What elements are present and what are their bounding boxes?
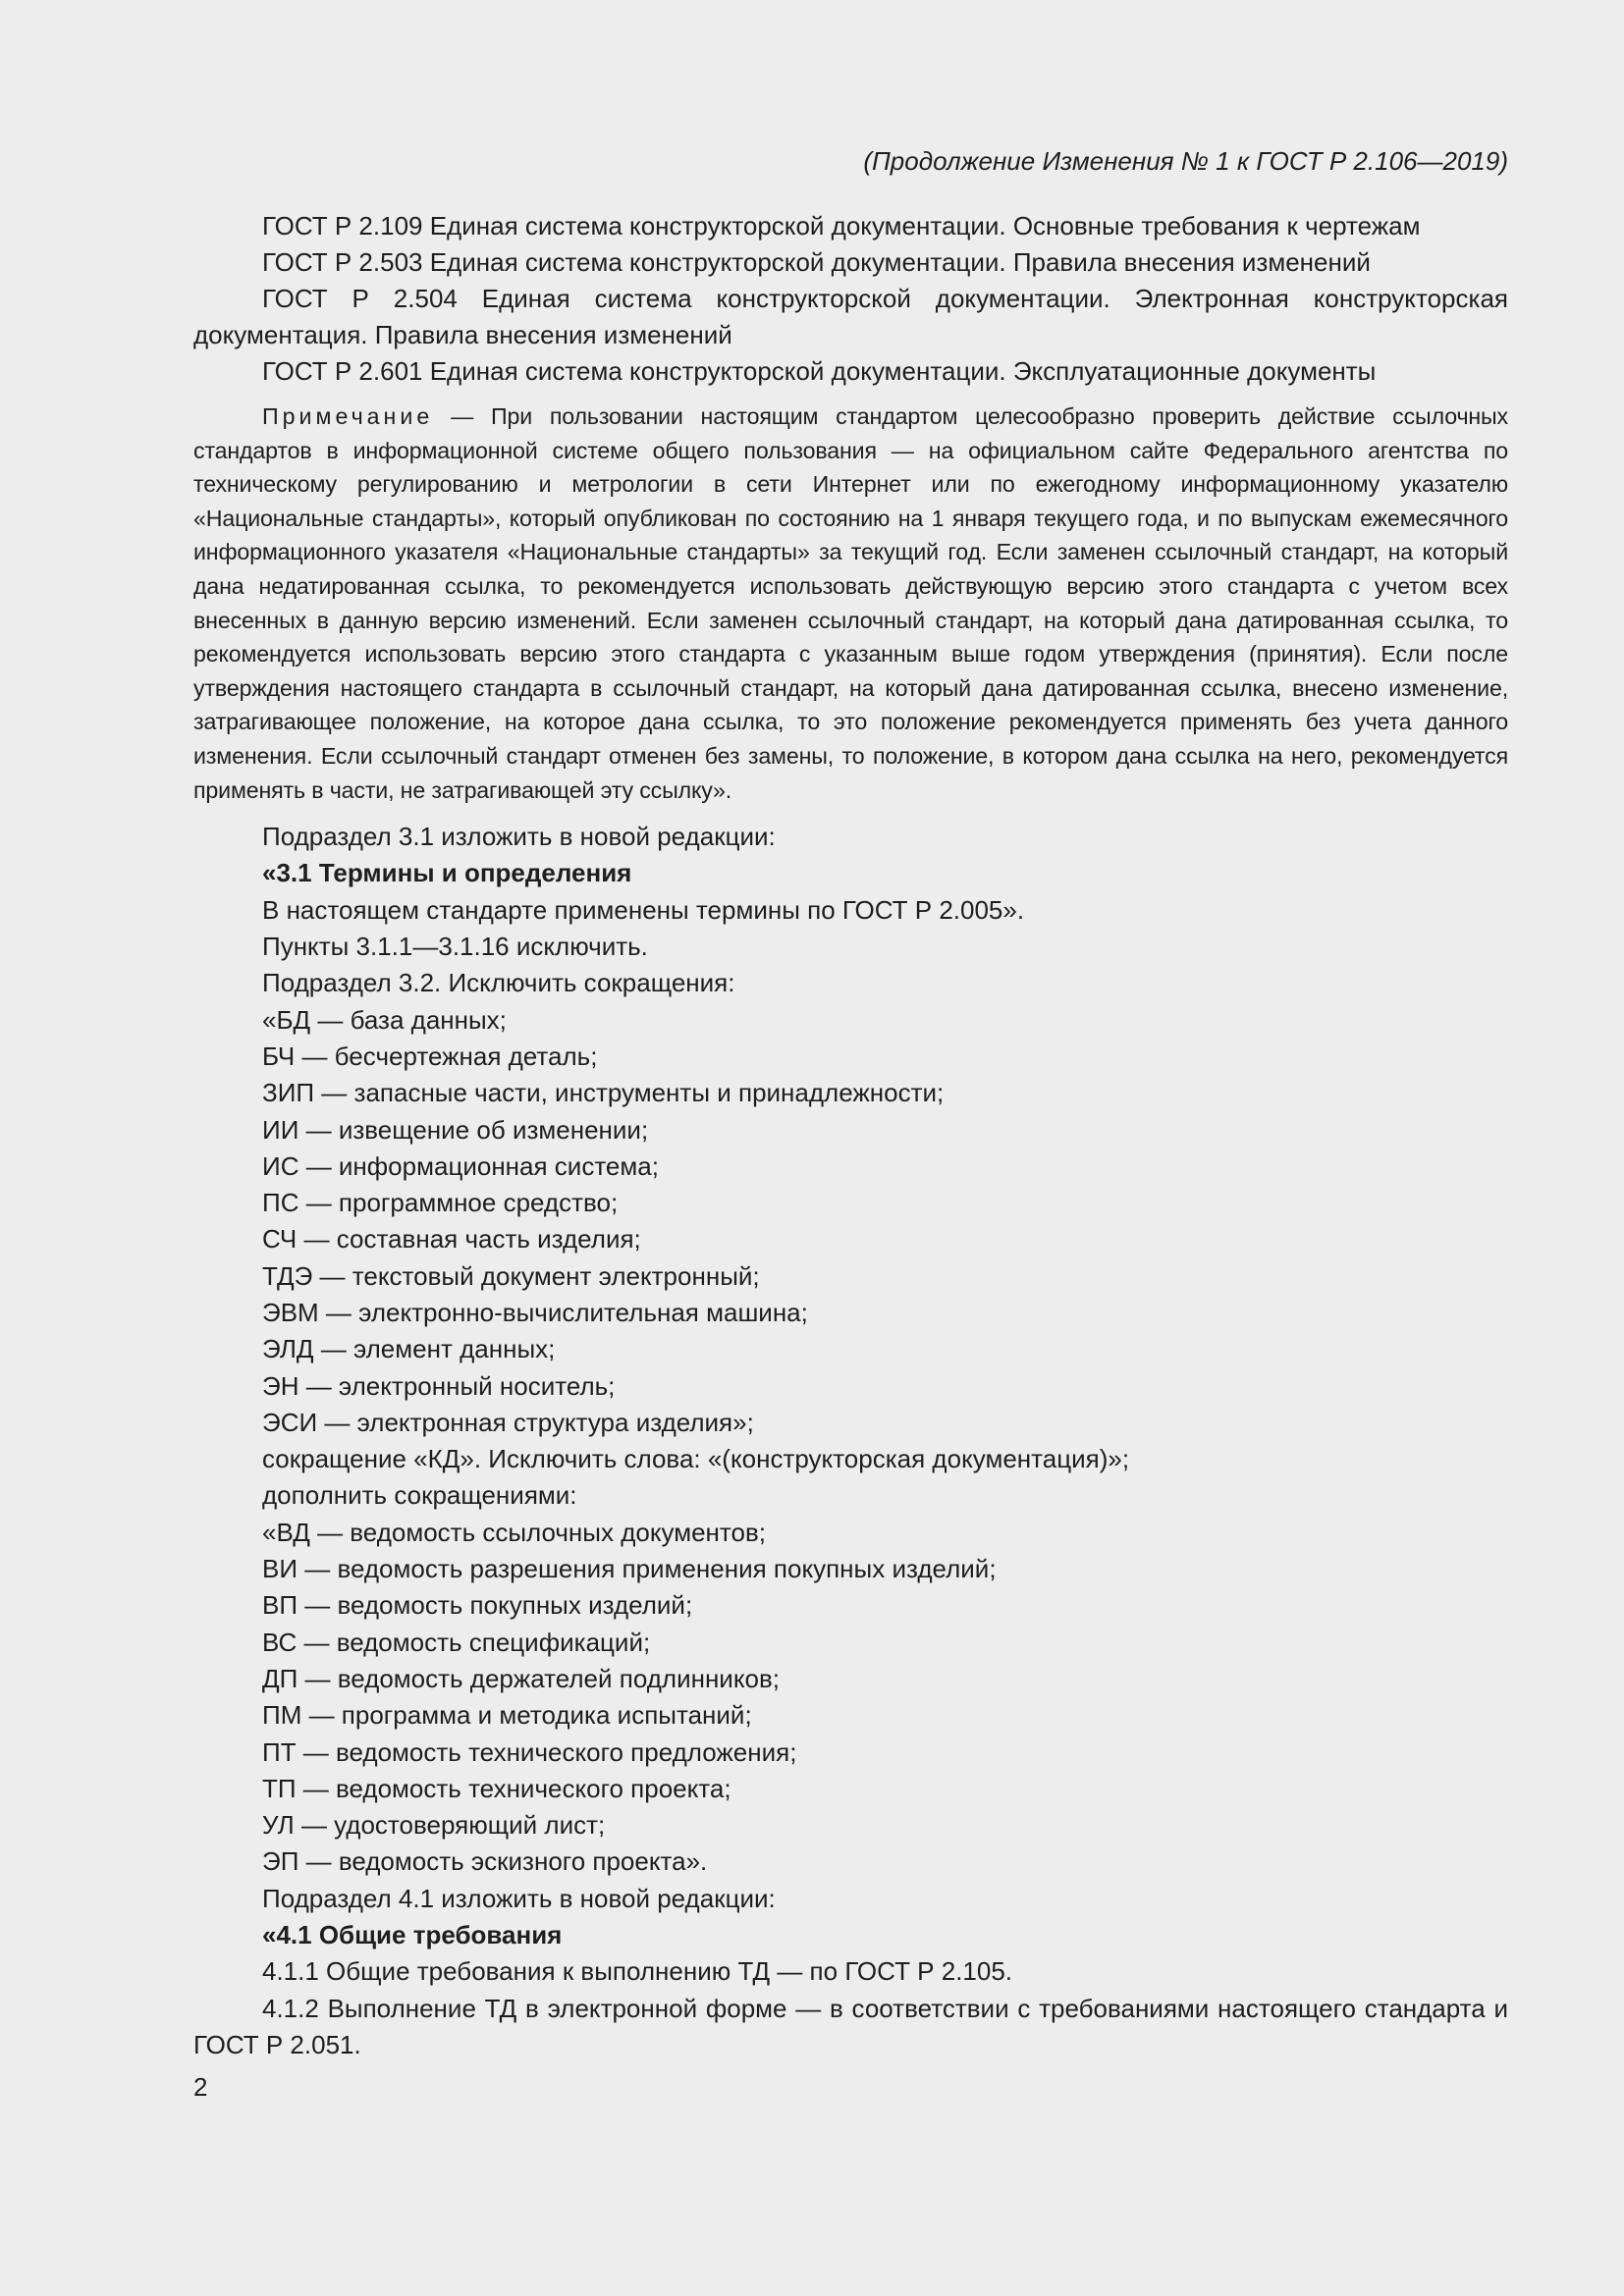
removed-abbreviation: ЭЛД — элемент данных;: [262, 1334, 556, 1364]
added-abbreviation: ТП — ведомость технического проекта;: [262, 1773, 731, 1803]
note-paragraph: [193, 400, 1508, 807]
reference-gost-2-503: ГОСТ Р 2.503 Единая система конструкторской документации. Правила внесения изменений: [262, 247, 1371, 277]
added-abbreviation: ЭП — ведомость эскизного проекта».: [262, 1846, 708, 1877]
section-4-1-intro: Подраздел 4.1 изложить в новой редакции:: [262, 1883, 776, 1913]
removed-abbreviation: ЭВМ — электронно-вычислительная машина;: [262, 1297, 808, 1327]
reference-gost-2-504: ГОСТ Р 2.504 Единая система конструкторской документации. Электронная конструкторская документация. Правила внесения изменений: [193, 284, 1508, 349]
section-3-2-intro: Подраздел 3.2. Исключить сокращения:: [262, 968, 735, 998]
removed-abbreviation: ЭСИ — электронная структура изделия»;: [262, 1407, 754, 1437]
removed-abbreviation: ПС — программное средство;: [262, 1188, 619, 1218]
section-3-1-terms: В настоящем стандарте применены термины по ГОСТ Р 2.005».: [262, 894, 1025, 925]
added-abbreviation: «ВД — ведомость ссылочных документов;: [262, 1517, 767, 1547]
added-abbreviation: ПМ — программа и методика испытаний;: [262, 1700, 752, 1731]
removed-abbreviation: «БД — база данных;: [262, 1004, 507, 1035]
section-3-1-exclude: Пункты 3.1.1—3.1.16 исключить.: [262, 932, 648, 962]
running-header: (Продолжение Изменения № 1 к ГОСТ Р 2.106—2019): [863, 146, 1508, 176]
removed-abbreviation: ЭН — электронный носитель;: [262, 1370, 616, 1401]
removed-abbreviation: ЗИП — запасные части, инструменты и принадлежности;: [262, 1078, 945, 1108]
note-text: — При пользовании настоящим стандартом целесообразно проверить действие ссылочных стандартов в информационной системе общего пользования — на официальном сайте Федерального агентства по техническому регулированию и метрологии в сети Интернет или по ежегодному информационному указателю «Национальные стандарты», который опубликован по состоянию на 1 января текущего года, и по выпускам ежемесячного информационного указателя «Национальные стандарты» за текущий год. Если заменен ссылочный стандарт, на который дана недатированная ссылка, то рекомендуется использовать действующую версию этого стандарта с учетом всех внесенных в данную версию изменений. Если заменен ссылочный стандарт, на который дана датированная ссылка, то рекомендуется использовать версию этого стандарта с указанным выше годом утверждения (принятия). Если после утверждения настоящего стандарта в ссылочный стандарт, на который дана датированная ссылка, внесено изменение, затрагивающее положение, на которое дана ссылка, то это положение рекомендуется применять без учета данного изменения. Если ссылочный стандарт отменен без замены, то положение, в котором дана ссылка на него, рекомендуется применять в части, не затрагивающей эту ссылку».: [193, 403, 1508, 803]
removed-abbreviation: ИС — информационная система;: [262, 1150, 659, 1181]
kd-abbreviation-change: сокращение «КД». Исключить слова: «(конструкторская документация)»;: [262, 1444, 1130, 1474]
note-label: Примечание: [262, 403, 434, 429]
removed-abbreviation: ИИ — извещение об изменении;: [262, 1114, 649, 1145]
page-content: [193, 143, 1508, 2063]
clause-4-1-1: 4.1.1 Общие требования к выполнению ТД — по ГОСТ Р 2.105.: [262, 1956, 1013, 1987]
section-3-1-intro: Подраздел 3.1 изложить в новой редакции:: [262, 822, 776, 852]
added-abbreviation: ДП — ведомость держателей подлинников;: [262, 1663, 780, 1693]
reference-gost-2-109: ГОСТ Р 2.109 Единая система конструкторской документации. Основные требования к чертежам: [262, 211, 1421, 240]
page-number: 2: [193, 2072, 208, 2102]
added-abbreviation: ВС — ведомость спецификаций;: [262, 1627, 651, 1657]
amendment-body: [193, 819, 1508, 2063]
added-abbreviation: ПТ — ведомость технического предложения;: [262, 1736, 797, 1767]
reference-gost-2-601: ГОСТ Р 2.601 Единая система конструкторской документации. Эксплуатационные документы: [262, 356, 1377, 386]
add-abbreviations-intro: дополнить сокращениями:: [262, 1480, 577, 1511]
section-4-1-heading: «4.1 Общие требования: [262, 1920, 563, 1950]
clause-4-1-2: 4.1.2 Выполнение ТД в электронной форме — в соответствии с требованиями настоящего стандарта и ГОСТ Р 2.051.: [193, 1993, 1508, 2059]
section-3-1-heading: «3.1 Термины и определения: [262, 858, 632, 888]
added-abbreviation: ВП — ведомость покупных изделий;: [262, 1590, 693, 1621]
added-abbreviation: УЛ — удостоверяющий лист;: [262, 1810, 606, 1841]
removed-abbreviation: СЧ — составная часть изделия;: [262, 1224, 641, 1255]
added-abbreviation: ВИ — ведомость разрешения применения покупных изделий;: [262, 1554, 997, 1584]
removed-abbreviation: БЧ — бесчертежная деталь;: [262, 1041, 598, 1071]
removed-abbreviation: ТДЭ — текстовый документ электронный;: [262, 1260, 760, 1291]
